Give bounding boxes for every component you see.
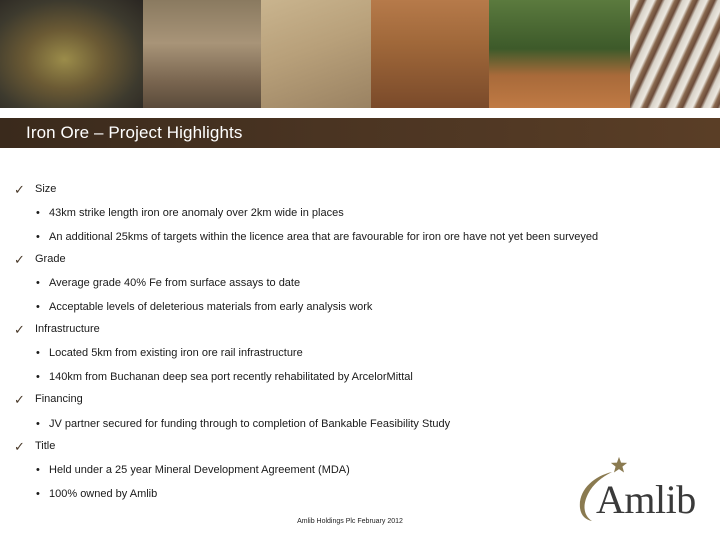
checkmark-icon: ✓ [14, 182, 25, 197]
bullet-icon: • [36, 301, 40, 313]
bullet-text: 100% owned by Amlib [49, 488, 158, 500]
trench-photo [371, 0, 489, 108]
photo-banner [0, 0, 720, 108]
section-heading-label: Title [35, 440, 56, 452]
bullet-text: 43km strike length iron ore anomaly over 2km wide in places [49, 207, 344, 219]
forest-clearing-photo [489, 0, 630, 108]
bullet-icon: • [36, 371, 40, 383]
bullet-icon: • [36, 347, 40, 359]
section-heading-label: Size [35, 183, 57, 195]
amlib-logo [572, 456, 696, 522]
ore-sample-photo [0, 0, 143, 108]
checkmark-icon: ✓ [14, 439, 25, 454]
drill-core-photo [630, 0, 720, 108]
section-heading-label: Infrastructure [35, 323, 100, 335]
checkmark-icon: ✓ [14, 392, 25, 407]
title-bar [0, 118, 720, 148]
bullet-text: Acceptable levels of deleterious materials from early analysis work [49, 301, 373, 313]
section-heading-label: Grade [35, 253, 66, 265]
bullet-text: Average grade 40% Fe from surface assays to date [49, 277, 301, 289]
footer-text: Amlib Holdings Plc February 2012 [297, 518, 403, 525]
bullet-text: JV partner secured for funding through to completion of Bankable Feasibility Study [49, 418, 451, 430]
bullet-text: Located 5km from existing iron ore rail infrastructure [49, 347, 303, 359]
section-heading-label: Financing [35, 393, 83, 405]
checkmark-icon: ✓ [14, 322, 25, 337]
page-title: Iron Ore – Project Highlights [26, 123, 243, 142]
checkmark-icon: ✓ [14, 252, 25, 267]
bullet-icon: • [36, 277, 40, 289]
bullet-text: Held under a 25 year Mineral Development Agreement (MDA) [49, 464, 350, 476]
bullet-icon: • [36, 418, 40, 430]
bullet-icon: • [36, 207, 40, 219]
bullet-icon: • [36, 488, 40, 500]
bullet-text: 140km from Buchanan deep sea port recently rehabilitated by ArcelorMittal [49, 371, 413, 383]
bullet-icon: • [36, 231, 40, 243]
excavation-pit-photo [143, 0, 261, 108]
banner-divider [0, 108, 720, 118]
bullet-text: An additional 25kms of targets within the licence area that are favourable for iron ore have not yet been surveyed [49, 231, 599, 243]
bullet-icon: • [36, 464, 40, 476]
logo-wordmark: Amlib [596, 477, 696, 522]
trench-worker-photo [261, 0, 371, 108]
